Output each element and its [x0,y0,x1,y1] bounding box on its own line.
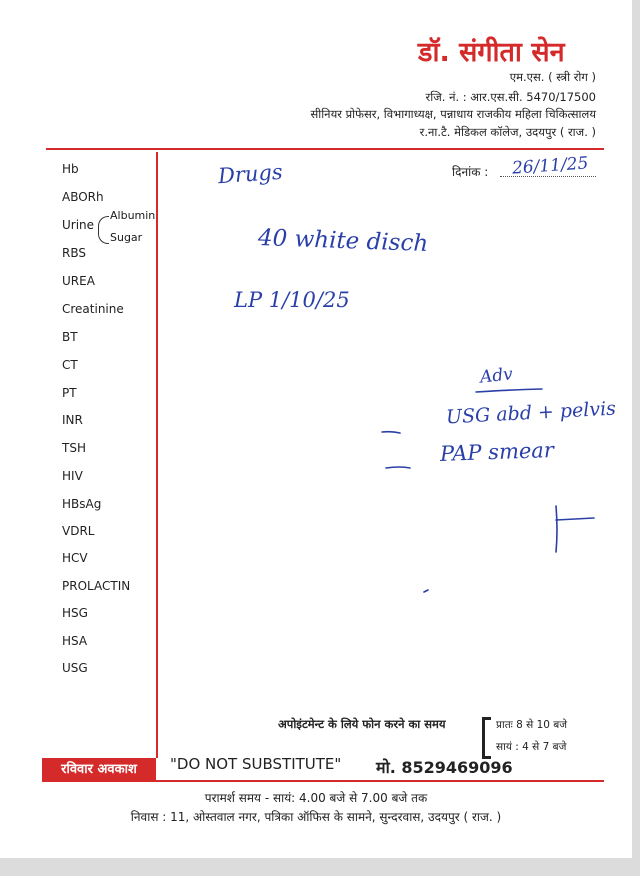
appointment-label: अपोइंटमेन्ट के लिये फोन करने का समय [278,717,446,731]
bracket-icon [482,717,491,759]
note-line-1: Drugs [217,159,284,189]
test-tsh: TSH [62,441,86,455]
date-value: 26/11/25 [511,153,589,179]
note-line-5: USG abd + pelvis [445,397,617,429]
consultation-time: परामर्श समय - सायं: 4.00 बजे से 7.00 बजे तक [204,791,428,805]
residence-address: निवास : 11, ओस्तवाल नगर, पत्रिका ऑफिस के सामने, सुन्दरवास, उदयपुर ( राज. ) [130,810,502,824]
appointment-evening: सायं : 4 से 7 बजे [496,741,567,753]
note-line-6: PAP smear [439,438,555,466]
test-bt: BT [62,330,78,344]
test-rbs: RBS [62,246,86,260]
doctor-name: डॉ. संगीता सेन [418,37,565,68]
doctor-institution: र.ना.टै. मेडिकल कॉलेज, उदयपुर ( राज. ) [419,125,596,139]
test-urine-sugar: Sugar [110,231,143,244]
registration-number: रजि. नं. : आर.एस.सी. 5470/17500 [425,90,596,104]
test-urine-group [62,210,162,250]
test-hb: Hb [62,162,79,176]
note-line-4: Adv [479,364,514,388]
test-inr: INR [62,413,83,427]
test-ct: CT [62,358,78,372]
test-urea: UREA [62,274,95,288]
footer-divider [46,780,604,782]
sunday-off-badge: रविवार अवकाश [42,758,156,782]
test-hiv: HIV [62,469,83,483]
test-hcv: HCV [62,551,88,565]
test-creatinine: Creatinine [62,302,124,316]
test-urine: Urine [62,218,95,232]
test-hsa: HSA [62,634,88,648]
test-vdrl: VDRL [62,524,95,538]
test-aborh: ABORh [62,190,104,204]
test-usg: USG [62,661,88,675]
doctor-qualification: एम.एस. ( स्त्री रोग ) [509,70,596,84]
test-hbsag: HBsAg [62,497,102,511]
date-label: दिनांक : [452,165,489,179]
note-line-2: 40 white disch [257,225,429,257]
brace-icon [98,216,109,244]
header-divider [46,148,604,150]
test-prolactin: PROLACTIN [62,579,131,593]
note-line-3: LP 1/10/25 [234,288,350,312]
doctor-designation: सीनियर प्रोफेसर, विभागाध्यक्ष, पन्नाधाय राजकीय महिला चिकित्सालय [310,107,596,121]
mobile-number: मो. 8529469096 [376,758,513,777]
appointment-morning: प्रातः 8 से 10 बजे [496,719,568,731]
test-pt: PT [62,386,77,400]
test-hsg: HSG [62,606,88,620]
test-urine-albumin: Albumin [110,209,156,222]
no-substitute-note: "DO NOT SUBSTITUTE" [170,755,342,773]
